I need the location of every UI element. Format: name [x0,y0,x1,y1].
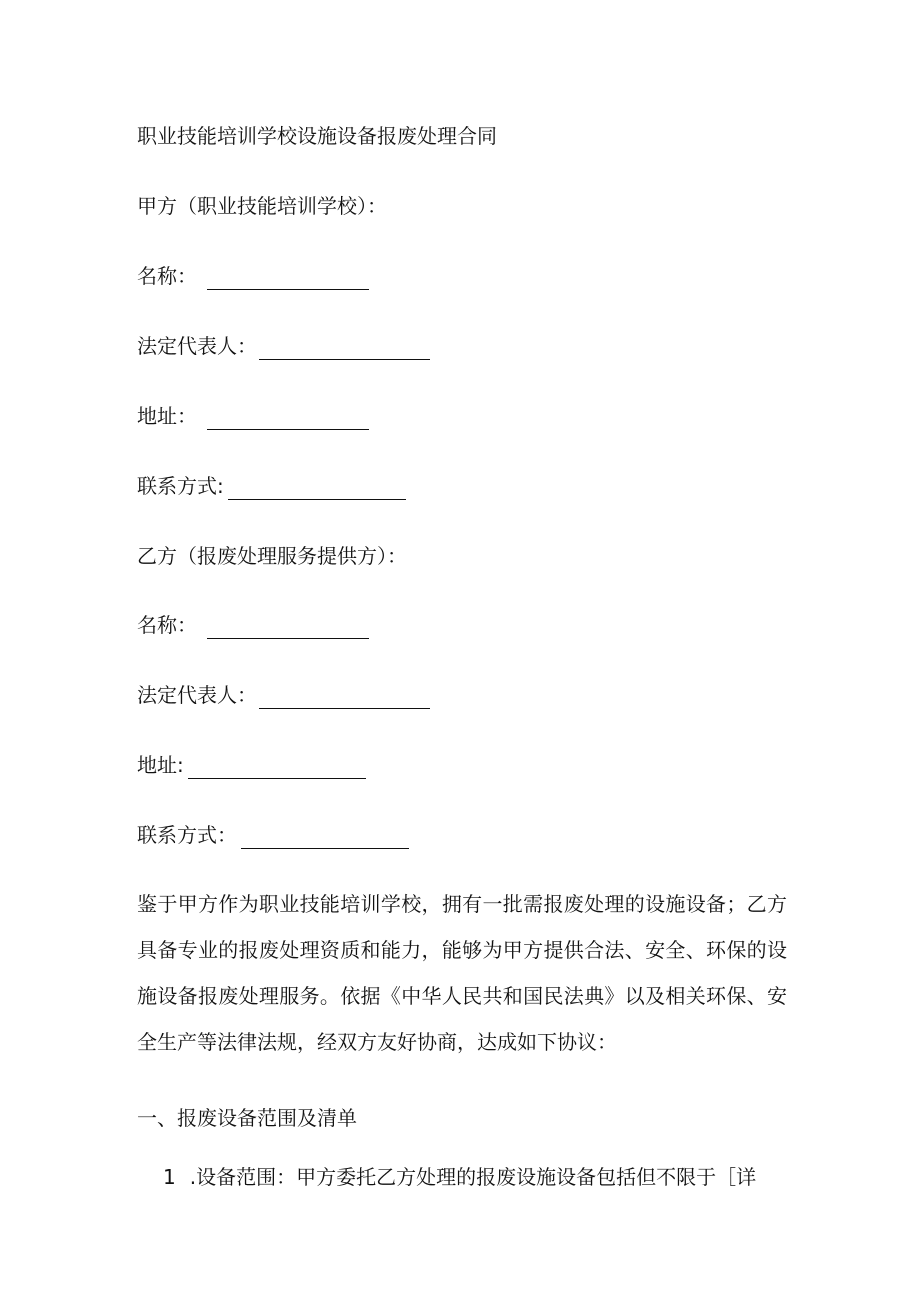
party-b-heading [137,542,407,570]
party-a-contact-row [137,472,406,500]
party-a-rep-row [137,332,430,360]
party-b-contact-label: 联系方式： [137,823,237,847]
party-a-rep-blank[interactable] [259,337,430,360]
party-a-name-blank[interactable] [207,267,369,290]
party-b-name-label: 名称： [137,613,197,637]
preamble-line: 具备专业的报废处理资质和能力，能够为甲方提供合法、安全、环保的设 [137,938,787,962]
party-b-address-label: 地址: [137,753,184,777]
party-b-address-row [137,751,366,779]
party-a-contact-blank[interactable] [228,477,406,500]
clause-1-text: .设备范围：甲方委托乙方处理的报废设施设备包括但不限于［详 [189,1165,757,1189]
party-a-contact-label: 联系方式: [137,474,224,498]
preamble-line: 鉴于甲方作为职业技能培训学校，拥有一批需报废处理的设施设备；乙方 [137,892,787,916]
party-b-address-blank[interactable] [188,756,366,779]
section-1-heading [137,1104,357,1132]
party-b-contact-blank[interactable] [241,826,409,849]
preamble-paragraph [137,881,787,1065]
contract-title [137,122,497,150]
clause-1 [163,1163,756,1191]
clause-1-number: 1 [163,1165,176,1189]
party-a-address-label: 地址： [137,404,197,428]
party-b-name-blank[interactable] [207,616,369,639]
preamble-line: 全生产等法律法规，经双方友好协商，达成如下协议： [137,1030,617,1054]
party-b-rep-label: 法定代表人： [137,683,257,707]
contract-title-text: 职业技能培训学校设施设备报废处理合同 [137,124,497,148]
party-a-name-row [137,262,369,290]
party-b-rep-row [137,681,430,709]
party-a-rep-label: 法定代表人： [137,334,257,358]
party-a-name-label: 名称： [137,264,197,288]
party-b-name-row [137,611,369,639]
party-b-contact-row [137,821,409,849]
party-a-heading-text: 甲方（职业技能培训学校）： [137,194,387,218]
party-a-address-blank[interactable] [207,407,369,430]
section-1-heading-text: 一、报废设备范围及清单 [137,1106,357,1130]
party-b-heading-text: 乙方（报废处理服务提供方）： [137,544,407,568]
party-a-heading [137,192,387,220]
party-a-address-row [137,402,369,430]
preamble-line: 施设备报废处理服务。依据《中华人民共和国民法典》以及相关环保、安 [137,984,787,1008]
party-b-rep-blank[interactable] [259,686,430,709]
